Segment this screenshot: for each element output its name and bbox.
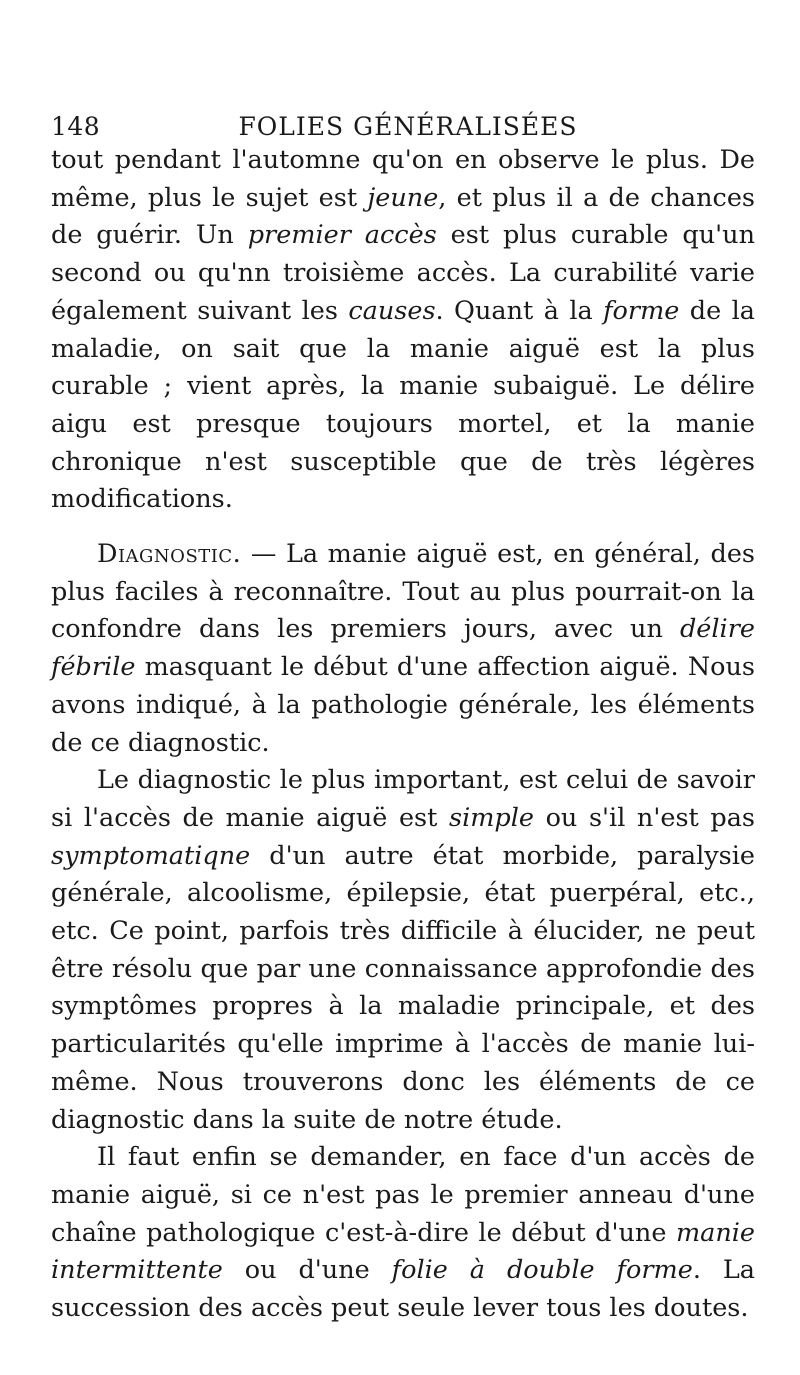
page-number: 148	[51, 112, 101, 141]
text-run: est plus curable qu'un second ou qu'nn troisième accès. La curabilité varie également suivant les	[51, 220, 755, 326]
italic-text: jeune	[367, 182, 439, 213]
text-run: Il faut enfin se demander, en face d'un accès de manie aiguë, si ce n'est pas le premier anneau d'une chaîne pathologique c'est-à-dire le début d'une	[51, 1142, 755, 1248]
page-header	[51, 106, 755, 146]
text-run: , et plus il a de chances de guérir. Un	[51, 182, 755, 251]
text-run: d'un autre état morbide, paralysie générale, alcoolisme, épilepsie, état puerpéral, etc., etc. Ce point, parfois très difficile à élucider, ne peut être résolu que par une connaissance approfondie des symptômes propres à la maladie principale, et des particularités qu'elle imprime à l'accès de manie lui-même. Nous trouverons donc les éléments de ce diagnostic dans la suite de notre étude.	[51, 840, 755, 1135]
italic-text: forme	[603, 295, 680, 326]
italic-text: causes	[348, 295, 436, 326]
italic-text: premier accès	[247, 220, 437, 251]
text-run: . La succession des accès peut seule lever tous les doutes.	[51, 1255, 755, 1324]
text-run: ou d'une	[222, 1255, 392, 1286]
text-run: ou s'il n'est pas	[533, 802, 755, 833]
text-run: . Quant à la	[435, 295, 604, 326]
italic-text: délire fébrile	[51, 614, 755, 683]
section-heading: Diagnostic.	[97, 539, 242, 570]
body-text	[51, 142, 755, 1328]
italic-text: folie à double forme	[391, 1255, 693, 1286]
text-run: de la maladie, on sait que la manie aiguë est la plus curable ; vient après, la manie subaiguë. Le délire aigu est presque toujours mortel, et la manie chronique n'est susceptible que de très légères modifications.	[51, 295, 755, 515]
italic-text: manie intermittente	[51, 1217, 755, 1286]
text-run: tout pendant l'automne qu'on en observe le plus. De même, plus le sujet est	[51, 145, 755, 213]
italic-text: simple	[448, 802, 534, 833]
running-title: FOLIES GÉNÉRALISÉES	[238, 112, 578, 141]
paragraph	[51, 762, 755, 1139]
text-run: — La manie aiguë est, en général, des plus faciles à reconnaître. Tout au plus pourrait-on la confondre dans les premiers jours, avec un	[51, 539, 755, 645]
text-run: masquant le début d'une affection aiguë. Nous avons indiqué, à la pathologie générale, les éléments de ce diagnostic.	[51, 652, 755, 758]
italic-text: symptomatiqne	[51, 840, 251, 871]
section-paragraph	[51, 536, 755, 762]
text-run: Le diagnostic le plus important, est celui de savoir si l'accès de manie aiguë est	[51, 765, 755, 833]
paragraph	[51, 1139, 755, 1328]
paragraph	[51, 142, 755, 519]
